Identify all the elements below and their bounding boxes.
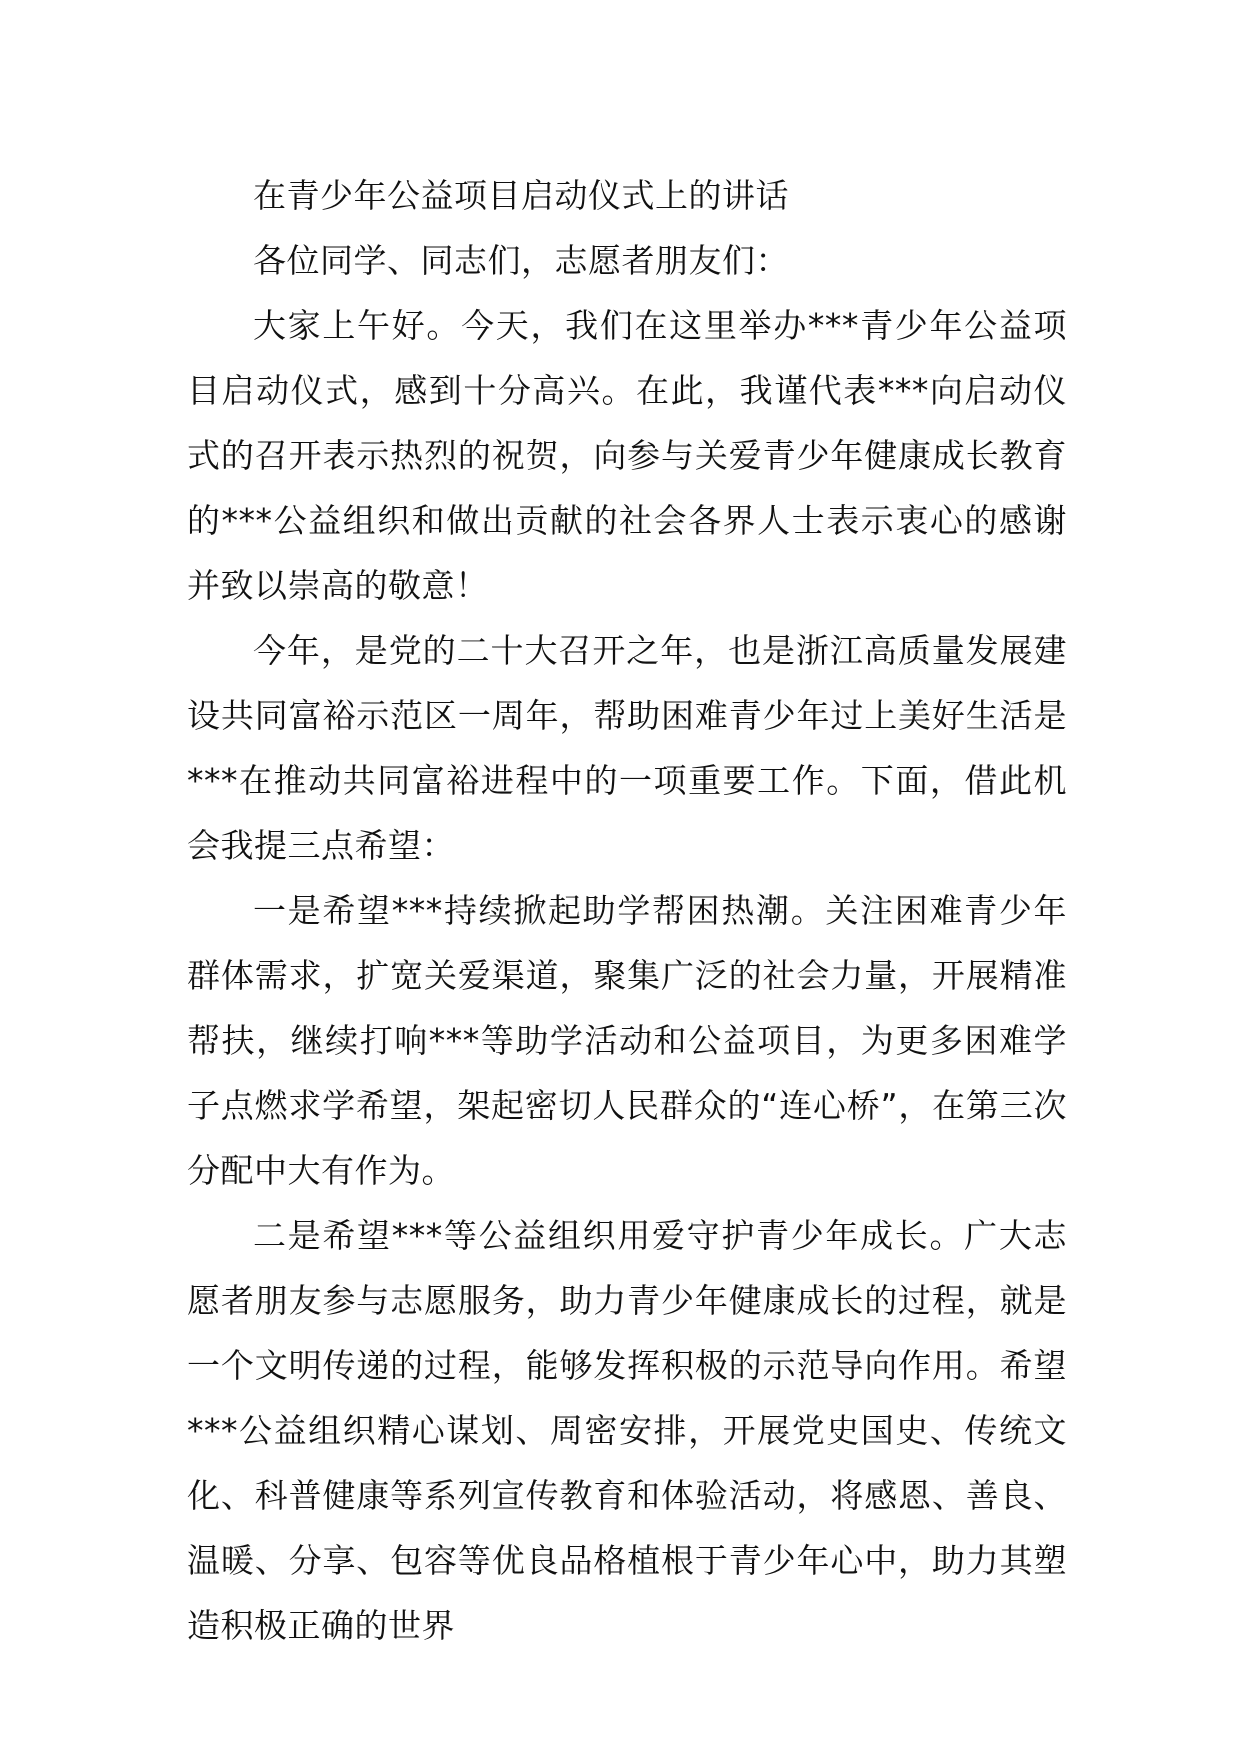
speech-body [187,163,1067,1658]
paragraph-greeting: 大家上午好。今天，我们在这里举办***青少年公益项目启动仪式，感到十分高兴。在此，我谨代表***向启动仪式的召开表示热烈的祝贺，向参与关爱青少年健康成长教育的***公益组织和做出贡献的社会各界人士表示衷心的感谢并致以崇高的敬意！ [187,306,1067,605]
paragraph-background: 今年，是党的二十大召开之年，也是浙江高质量发展建设共同富裕示范区一周年，帮助困难青少年过上美好生活是***在推动共同富裕进程中的一项重要工作。下面，借此机会我提三点希望： [187,631,1067,865]
speech-title: 在青少年公益项目启动仪式上的讲话 [253,176,789,215]
paragraph-hope-one: 一是希望***持续掀起助学帮困热潮。关注困难青少年群体需求，扩宽关爱渠道，聚集广泛的社会力量，开展精准帮扶，继续打响***等助学活动和公益项目，为更多困难学子点燃求学希望，架起密切人民群众的“连心桥”，在第三次分配中大有作为。 [187,891,1067,1190]
salutation: 各位同学、同志们，志愿者朋友们： [253,241,789,280]
paragraph-hope-two: 二是希望***等公益组织用爱守护青少年成长。广大志愿者朋友参与志愿服务，助力青少年健康成长的过程，就是一个文明传递的过程，能够发挥积极的示范导向作用。希望***公益组织精心谋划、周密安排，开展党史国史、传统文化、科普健康等系列宣传教育和体验活动，将感恩、善良、温暖、分享、包容等优良品格植根于青少年心中，助力其塑造积极正确的世界 [187,1216,1067,1645]
